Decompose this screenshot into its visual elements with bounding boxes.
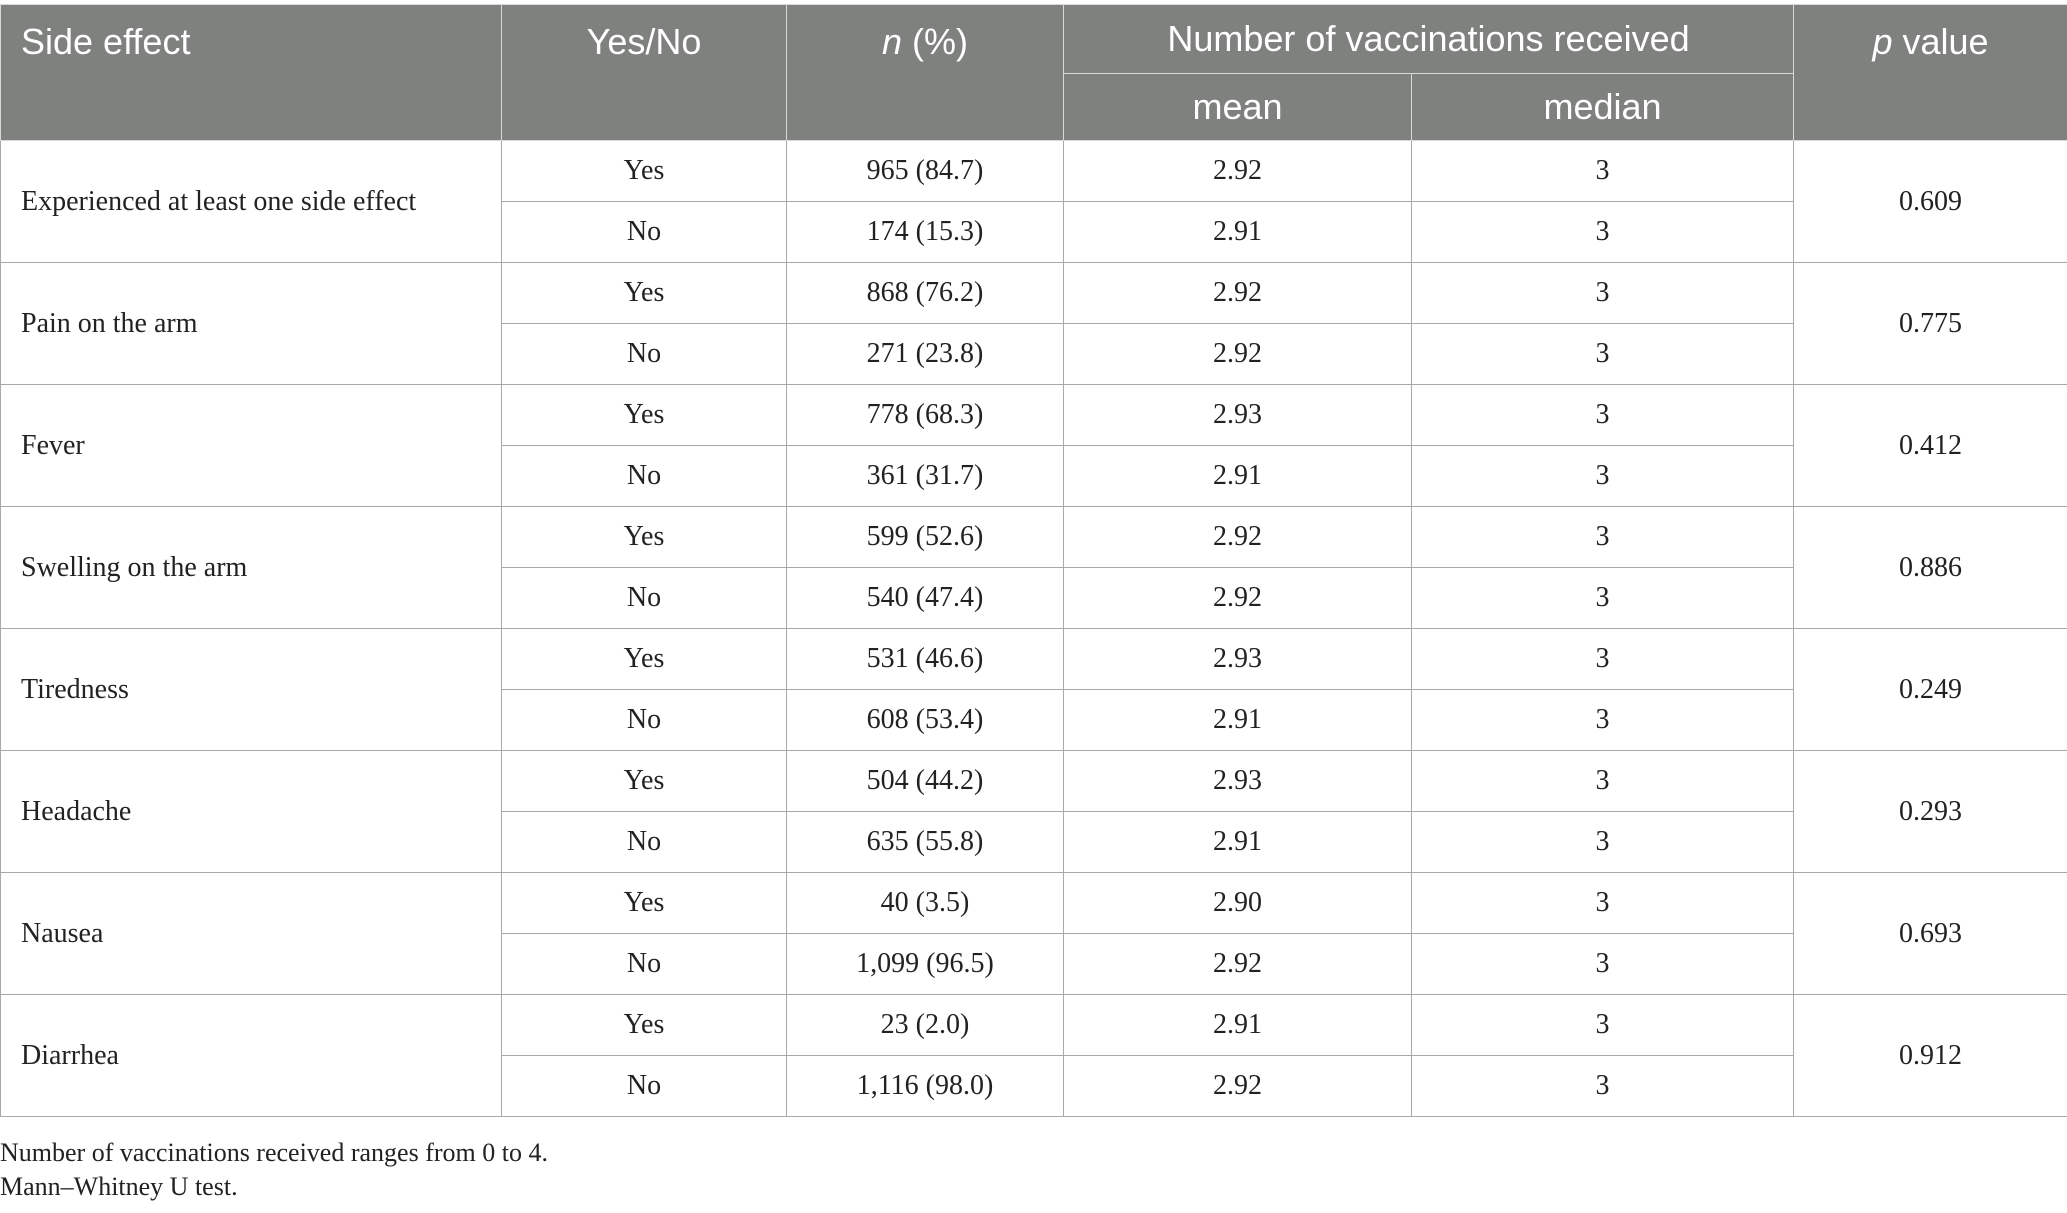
yes-no-cell: Yes: [502, 995, 787, 1056]
n-percent-cell: 271 (23.8): [787, 324, 1064, 385]
p-value-cell: 0.912: [1794, 995, 2067, 1117]
median-cell: 3: [1412, 1056, 1794, 1117]
yes-no-cell: Yes: [502, 141, 787, 202]
yes-no-cell: No: [502, 568, 787, 629]
median-cell: 3: [1412, 629, 1794, 690]
side-effect-name: Diarrhea: [1, 995, 502, 1117]
n-percent-cell: 608 (53.4): [787, 690, 1064, 751]
table-row: [1, 629, 2067, 690]
mean-cell: 2.93: [1064, 629, 1412, 690]
mean-cell: 2.93: [1064, 751, 1412, 812]
median-cell: 3: [1412, 934, 1794, 995]
median-cell: 3: [1412, 141, 1794, 202]
mean-cell: 2.92: [1064, 568, 1412, 629]
n-percent-cell: 174 (15.3): [787, 202, 1064, 263]
p-value-cell: 0.775: [1794, 263, 2067, 385]
side-effect-name: Experienced at least one side effect: [1, 141, 502, 263]
yes-no-cell: Yes: [502, 873, 787, 934]
p-value-cell: 0.886: [1794, 507, 2067, 629]
mean-cell: 2.91: [1064, 812, 1412, 873]
median-cell: 3: [1412, 812, 1794, 873]
table-body: [1, 141, 2067, 1117]
mean-cell: 2.91: [1064, 690, 1412, 751]
table-header: [1, 5, 2067, 141]
mean-cell: 2.93: [1064, 385, 1412, 446]
n-percent-cell: 361 (31.7): [787, 446, 1064, 507]
header-n-percent: n (%): [787, 5, 1064, 141]
median-cell: 3: [1412, 751, 1794, 812]
median-cell: 3: [1412, 690, 1794, 751]
footnote-range: Number of vaccinations received ranges from 0 to 4.: [0, 1138, 548, 1167]
n-percent-cell: 778 (68.3): [787, 385, 1064, 446]
median-cell: 3: [1412, 202, 1794, 263]
p-value-cell: 0.412: [1794, 385, 2067, 507]
median-cell: 3: [1412, 324, 1794, 385]
n-percent-cell: 531 (46.6): [787, 629, 1064, 690]
table-container: [0, 4, 2067, 1117]
side-effect-name: Headache: [1, 751, 502, 873]
n-percent-cell: 599 (52.6): [787, 507, 1064, 568]
table-row: [1, 751, 2067, 812]
table-footnotes: [0, 1136, 548, 1204]
median-cell: 3: [1412, 446, 1794, 507]
n-percent-cell: 635 (55.8): [787, 812, 1064, 873]
n-percent-cell: 504 (44.2): [787, 751, 1064, 812]
footnote-test: Mann–Whitney U test.: [0, 1172, 238, 1201]
table-row: [1, 995, 2067, 1056]
mean-cell: 2.92: [1064, 141, 1412, 202]
side-effect-name: Tiredness: [1, 629, 502, 751]
header-median: median: [1412, 74, 1794, 141]
mean-cell: 2.92: [1064, 263, 1412, 324]
table-row: [1, 141, 2067, 202]
mean-cell: 2.90: [1064, 873, 1412, 934]
mean-cell: 2.92: [1064, 1056, 1412, 1117]
mean-cell: 2.91: [1064, 446, 1412, 507]
mean-cell: 2.92: [1064, 934, 1412, 995]
median-cell: 3: [1412, 995, 1794, 1056]
p-value-cell: 0.693: [1794, 873, 2067, 995]
yes-no-cell: No: [502, 324, 787, 385]
table-row: [1, 263, 2067, 324]
yes-no-cell: No: [502, 812, 787, 873]
p-value-cell: 0.293: [1794, 751, 2067, 873]
median-cell: 3: [1412, 263, 1794, 324]
header-side-effect: Side effect: [1, 5, 502, 141]
side-effect-name: Nausea: [1, 873, 502, 995]
yes-no-cell: No: [502, 446, 787, 507]
yes-no-cell: Yes: [502, 507, 787, 568]
n-percent-cell: 40 (3.5): [787, 873, 1064, 934]
yes-no-cell: Yes: [502, 751, 787, 812]
yes-no-cell: No: [502, 1056, 787, 1117]
yes-no-cell: No: [502, 690, 787, 751]
header-yes-no: Yes/No: [502, 5, 787, 141]
table-row: [1, 873, 2067, 934]
side-effects-table: [0, 4, 2067, 1117]
p-value-cell: 0.609: [1794, 141, 2067, 263]
median-cell: 3: [1412, 385, 1794, 446]
mean-cell: 2.92: [1064, 507, 1412, 568]
yes-no-cell: Yes: [502, 385, 787, 446]
median-cell: 3: [1412, 507, 1794, 568]
header-mean: mean: [1064, 74, 1412, 141]
n-percent-cell: 868 (76.2): [787, 263, 1064, 324]
p-value-cell: 0.249: [1794, 629, 2067, 751]
side-effect-name: Swelling on the arm: [1, 507, 502, 629]
n-percent-cell: 1,116 (98.0): [787, 1056, 1064, 1117]
n-percent-cell: 23 (2.0): [787, 995, 1064, 1056]
table-row: [1, 385, 2067, 446]
n-percent-cell: 1,099 (96.5): [787, 934, 1064, 995]
median-cell: 3: [1412, 873, 1794, 934]
header-number-of-vaccinations: Number of vaccinations received: [1064, 5, 1794, 74]
header-row-1: [1, 5, 2067, 74]
mean-cell: 2.91: [1064, 202, 1412, 263]
side-effect-name: Fever: [1, 385, 502, 507]
n-percent-cell: 965 (84.7): [787, 141, 1064, 202]
side-effect-name: Pain on the arm: [1, 263, 502, 385]
table-row: [1, 507, 2067, 568]
n-percent-cell: 540 (47.4): [787, 568, 1064, 629]
mean-cell: 2.91: [1064, 995, 1412, 1056]
yes-no-cell: Yes: [502, 263, 787, 324]
yes-no-cell: No: [502, 202, 787, 263]
yes-no-cell: Yes: [502, 629, 787, 690]
mean-cell: 2.92: [1064, 324, 1412, 385]
median-cell: 3: [1412, 568, 1794, 629]
yes-no-cell: No: [502, 934, 787, 995]
header-p-value: p value: [1794, 5, 2067, 141]
